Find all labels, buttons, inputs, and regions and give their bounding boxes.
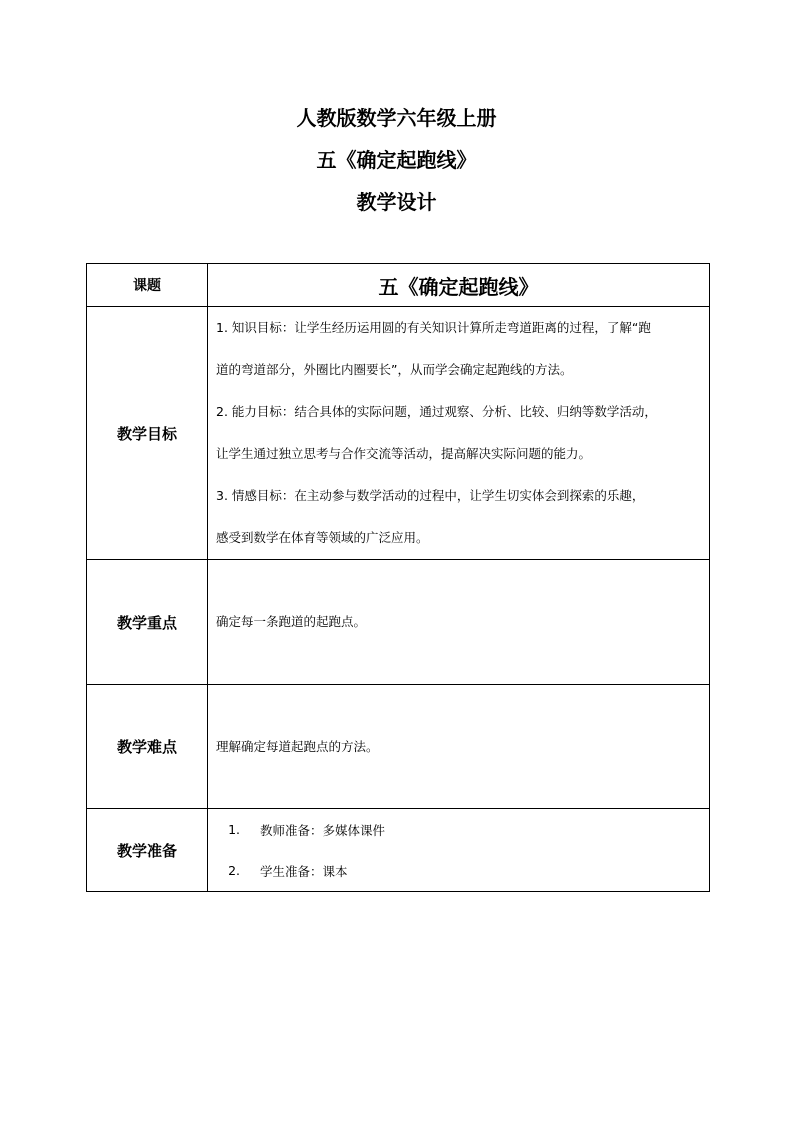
difficulties-content bbox=[208, 685, 710, 809]
difficulties-label: 教学难点 bbox=[87, 685, 208, 809]
key-points-label: 教学重点 bbox=[87, 560, 208, 685]
goal-line: 让学生通过独立思考与合作交流等活动，提高解决实际问题的能力。 bbox=[216, 446, 592, 461]
row-goals bbox=[87, 307, 710, 560]
goals-content bbox=[208, 307, 710, 560]
list-item-text: 教师准备：多媒体课件 bbox=[260, 822, 386, 838]
list-item-number: 2. bbox=[228, 863, 240, 878]
list-item-text: 学生准备：课本 bbox=[260, 863, 348, 879]
row-preparation bbox=[87, 809, 710, 892]
list-item bbox=[216, 850, 703, 891]
difficulties-text: 理解确定每道起跑点的方法。 bbox=[216, 738, 379, 754]
preparation-label: 教学准备 bbox=[87, 809, 208, 892]
title-textbook: 人教版数学六年级上册 bbox=[296, 106, 497, 130]
list-item-number: 1. bbox=[228, 822, 240, 837]
goal-line: 2. 能力目标：结合具体的实际问题，通过观察、分析、比较、归纳等数学活动， bbox=[216, 404, 657, 419]
key-points-text: 确定每一条跑道的起跑点。 bbox=[216, 614, 367, 629]
row-difficulties bbox=[87, 685, 710, 809]
title-lesson: 五《确定起跑线》 bbox=[316, 148, 477, 172]
lesson-plan-table bbox=[86, 263, 710, 892]
subject-label: 课题 bbox=[87, 264, 208, 307]
row-key-points bbox=[87, 560, 710, 685]
list-item bbox=[216, 809, 703, 850]
row-subject bbox=[87, 264, 710, 307]
goal-line: 3. 情感目标：在主动参与数学活动的过程中，让学生切实体会到探索的乐趣， bbox=[216, 488, 645, 503]
goal-line: 1. 知识目标：让学生经历运用圆的有关知识计算所走弯道距离的过程，了解“跑 bbox=[216, 320, 651, 335]
goal-line: 道的弯道部分，外圈比内圈要长”，从而学会确定起跑线的方法。 bbox=[216, 362, 573, 377]
preparation-content bbox=[208, 809, 710, 892]
key-points-content bbox=[208, 560, 710, 685]
subject-value: 五《确定起跑线》 bbox=[208, 264, 710, 307]
goal-line: 感受到数学在体育等领域的广泛应用。 bbox=[216, 530, 429, 545]
goals-label: 教学目标 bbox=[87, 307, 208, 560]
title-design: 教学设计 bbox=[356, 190, 437, 214]
